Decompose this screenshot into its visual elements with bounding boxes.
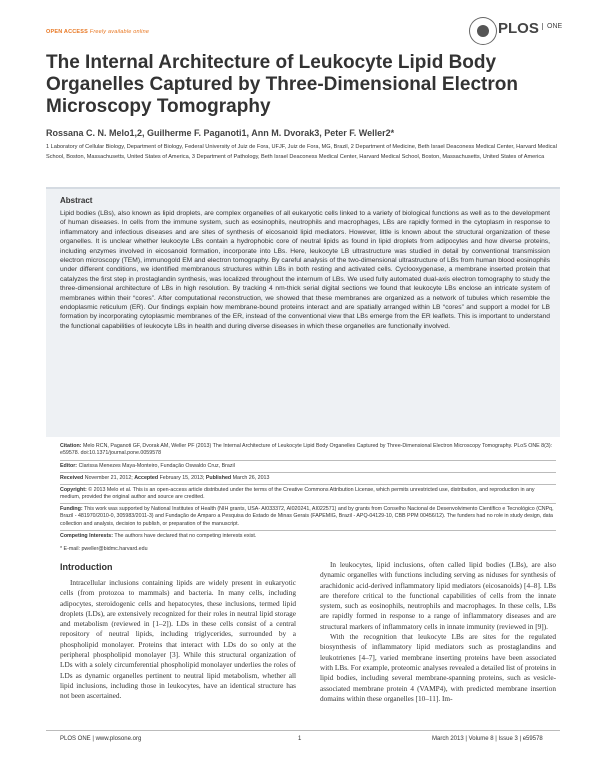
accepted-label: Accepted	[134, 475, 159, 481]
accepted-date: February 15, 2013;	[159, 475, 205, 481]
paragraph: In leukocytes, lipid inclusions, often called lipid bodies (LBs), are also dynamic organelles with functions including serving as niduses for synthesis of arachidonic acid-derived inflammatory lipid mediators (eicosanoids) [4–8]. LBs are therefore critical to the functional capabilities of cells from the innate system, such as eosinophils, neutrophils and macrophages. In these cells, LBs are rapidly formed in response to a range of inflammatory diseases and are structural markers of inflammatory cells in innate immunity (reviewed in [9]).	[320, 560, 556, 631]
logo-text: PLOS	[498, 20, 539, 37]
received-date: November 21, 2012;	[84, 475, 133, 481]
abstract-text: Lipid bodies (LBs), also known as lipid droplets, are complex organelles of all eukaryotic cells linked to a variety of biological functions as well as to the development of human diseases. In cells from the immune system, such as eosinophils, neutrophils and macrophages, LBs are rapidly formed in the cytoplasm in response to inflammatory and infectious diseases and are sites of synthesis of eicosanoid lipid mediators. However, little is known about the structural organization of these organelles. It is unclear whether leukocyte LBs contain a hydrophobic core of neutral lipids as found in lipid droplets from adipocytes and how diverse proteins, including enzymes involved in eicosanoid formation, incorporate into LBs. Here, leukocyte LB ultrastructure was studied in detail by conventional transmission electron microscopy (TEM), immunogold EM and electron tomography. By careful analysis of the two-dimensional ultrastructure of LBs from human blood eosinophils under different conditions, we identified membranous structures within LBs in both resting and activated cells. Cyclooxygenase, a membrane inserted protein that catalyzes the first step in prostaglandin synthesis, was localized throughout the internum of LBs. We used fully automated dual-axis electron tomography to study the three-dimensional architecture of LBs in high resolution. By tracking 4 nm-thick serial digital sections we found that leukocyte LBs enclose an intricate system of membranes within their “cores”. After computational reconstruction, we showed that these membranes are organized as a network of tubules which resemble the endoplasmic reticulum (ER). Our findings explain how membrane-bound proteins interact and are spatially arranged within LB “cores” and support a model for LB formation by incorporating cytoplasmic membranes of the ER, instead of the conventional view that LBs emerge from the ER leaflets. This is important to understand the functional capabilities of leukocyte LBs in health and during diverse diseases in which these organelles are functionally involved.	[60, 210, 550, 330]
published-date: March 26, 2013	[232, 475, 270, 481]
intro-right-column	[320, 560, 556, 704]
editor	[60, 463, 556, 470]
corresponding-email[interactable]: * E-mail: pweller@bidmc.harvard.edu	[60, 546, 148, 552]
copyright-text: © 2013 Melo et al. This is an open-access article distributed under the terms of the Creative Commons Attribution License, which permits unrestricted use, distribution, and reproduction in any medium, provided the original author and source are credited.	[60, 487, 535, 501]
footer-journal-name: PLOS ONE	[60, 736, 91, 742]
footer-journal	[60, 736, 141, 742]
received-label: Received	[60, 475, 84, 481]
footer-divider	[46, 730, 560, 731]
funding-text: This work was supported by National Institutes of Health (NIH grants, USA- AI033372, AI020241, AI022571) and by grants from Conselho Nacional de Desenvolvimento Científico e Tecnológico (CNPq, Brazil - 481970/2010-0, 305983/2011-3) and Fundação de Amparo a Pesquisa do Estado de Minas Gerais (FAPEMIG, Brazil - APQ-04129-10, CBB PPM 00456/12). The funders had no role in study design, data collection and analysis, decision to publish, or preparation of the manuscript.	[60, 506, 554, 527]
divider	[60, 484, 556, 485]
journal-logo	[470, 18, 563, 42]
citation	[60, 443, 556, 458]
footer-site[interactable]: | www.plosone.org	[92, 736, 142, 742]
citation-label: Citation:	[60, 443, 82, 449]
funding-label: Funding:	[60, 506, 83, 512]
paragraph: With the recognition that leukocyte LBs are sites for the regulated biosynthesis of inflammatory lipid mediators such as prostaglandins and leukotrienes [4–7], varied membrane inserting proteins have been associated with LBs. For example, proteomic analyses revealed a detailed list of proteins in lipid bodies, including several membrane-spanning proteins, such as vesicle-associated membrane protein 4 (VAMP4), with predicted membrane insertion domains within these organelles [10–11]. Im-	[320, 632, 556, 703]
logo-journal: ONE	[542, 23, 562, 30]
funding	[60, 506, 556, 528]
intro-left-column	[60, 578, 296, 702]
competing-interests	[60, 533, 556, 540]
abstract-heading: Abstract	[60, 196, 93, 205]
dates	[60, 475, 556, 482]
article-title: The Internal Architecture of Leukocyte Lipid Body Organelles Captured by Three-Dimensional Electron Microscopy Tomography	[46, 52, 518, 117]
abstract-box	[46, 187, 560, 437]
page-number: 1	[298, 736, 302, 742]
copyright	[60, 487, 556, 502]
plos-logo-icon	[470, 18, 496, 44]
affiliations: 1 Laboratory of Cellular Biology, Department of Biology, Federal University of Juiz de Fora, UFJF, Juiz de Fora, MG, Brazil, 2 Department of Medicine, Beth Israel Deaconess Medical Center, Harvard Medical School, Boston, Massachusetts, United States of America, 3 Department of Pathology, Beth Israel Deaconess Medical Center, Harvard Medical School, Boston, Massachusetts, United States of America	[46, 144, 557, 160]
footer-issue: March 2013 | Volume 8 | Issue 3 | e59578	[432, 736, 543, 742]
free-online-label: Freely available online	[89, 29, 150, 35]
divider	[60, 472, 556, 473]
author-list: Rossana C. N. Melo1,2, Guilherme F. Paganoti1, Ann M. Dvorak3, Peter F. Weller2*	[46, 128, 395, 138]
published-label: Published	[205, 475, 232, 481]
divider	[60, 530, 556, 531]
divider	[60, 460, 556, 461]
open-access-label: OPEN ACCESS	[46, 29, 89, 35]
editor-text: Clarissa Menezes Maya-Monteiro, Fundação Oswaldo Cruz, Brazil	[78, 463, 235, 469]
section-heading: Introduction	[60, 562, 113, 572]
citation-text: Melo RCN, Paganoti GF, Dvorak AM, Weller PF (2013) The Internal Architecture of Leukocyte Lipid Body Organelles Captured by Three-Dimensional Electron Microscopy Tomography. PLoS ONE 8(3): e59578. doi:10.1371/journal.pone.0059578	[60, 443, 553, 457]
paragraph: Intracellular inclusions containing lipids are widely present in eukaryotic cells (from protozoa to mammals) and bacteria. In many cells, including adipocytes, steroidogenic cells and hepatocytes, these inclusions, termed lipid droplets (LDs), are extensively recognized for their roles in neutral lipid storage and metabolism (reviewed in [1–2]). LDs in these cells consist of a central repository of neutral lipids, including triglycerides, surrounded by a phospholipid monolayer. Proteins that interact with LDs do so only at the peripheral phospholipid monolayer [3]. While this structural organization of LDs with a solely circumferential phospholipid monolayer underlies the roles of LDs as dynamic organelles pertinent to neutral lipid metabolism, whether all lipid inclusions, including those in leukocytes, have an identical structure has not been ascertained.	[60, 578, 296, 701]
divider	[60, 503, 556, 504]
copyright-label: Copyright:	[60, 487, 87, 493]
competing-label: Competing Interests:	[60, 533, 113, 539]
editor-label: Editor:	[60, 463, 78, 469]
open-access-banner	[46, 29, 149, 35]
competing-text: The authors have declared that no competing interests exist.	[114, 533, 257, 539]
